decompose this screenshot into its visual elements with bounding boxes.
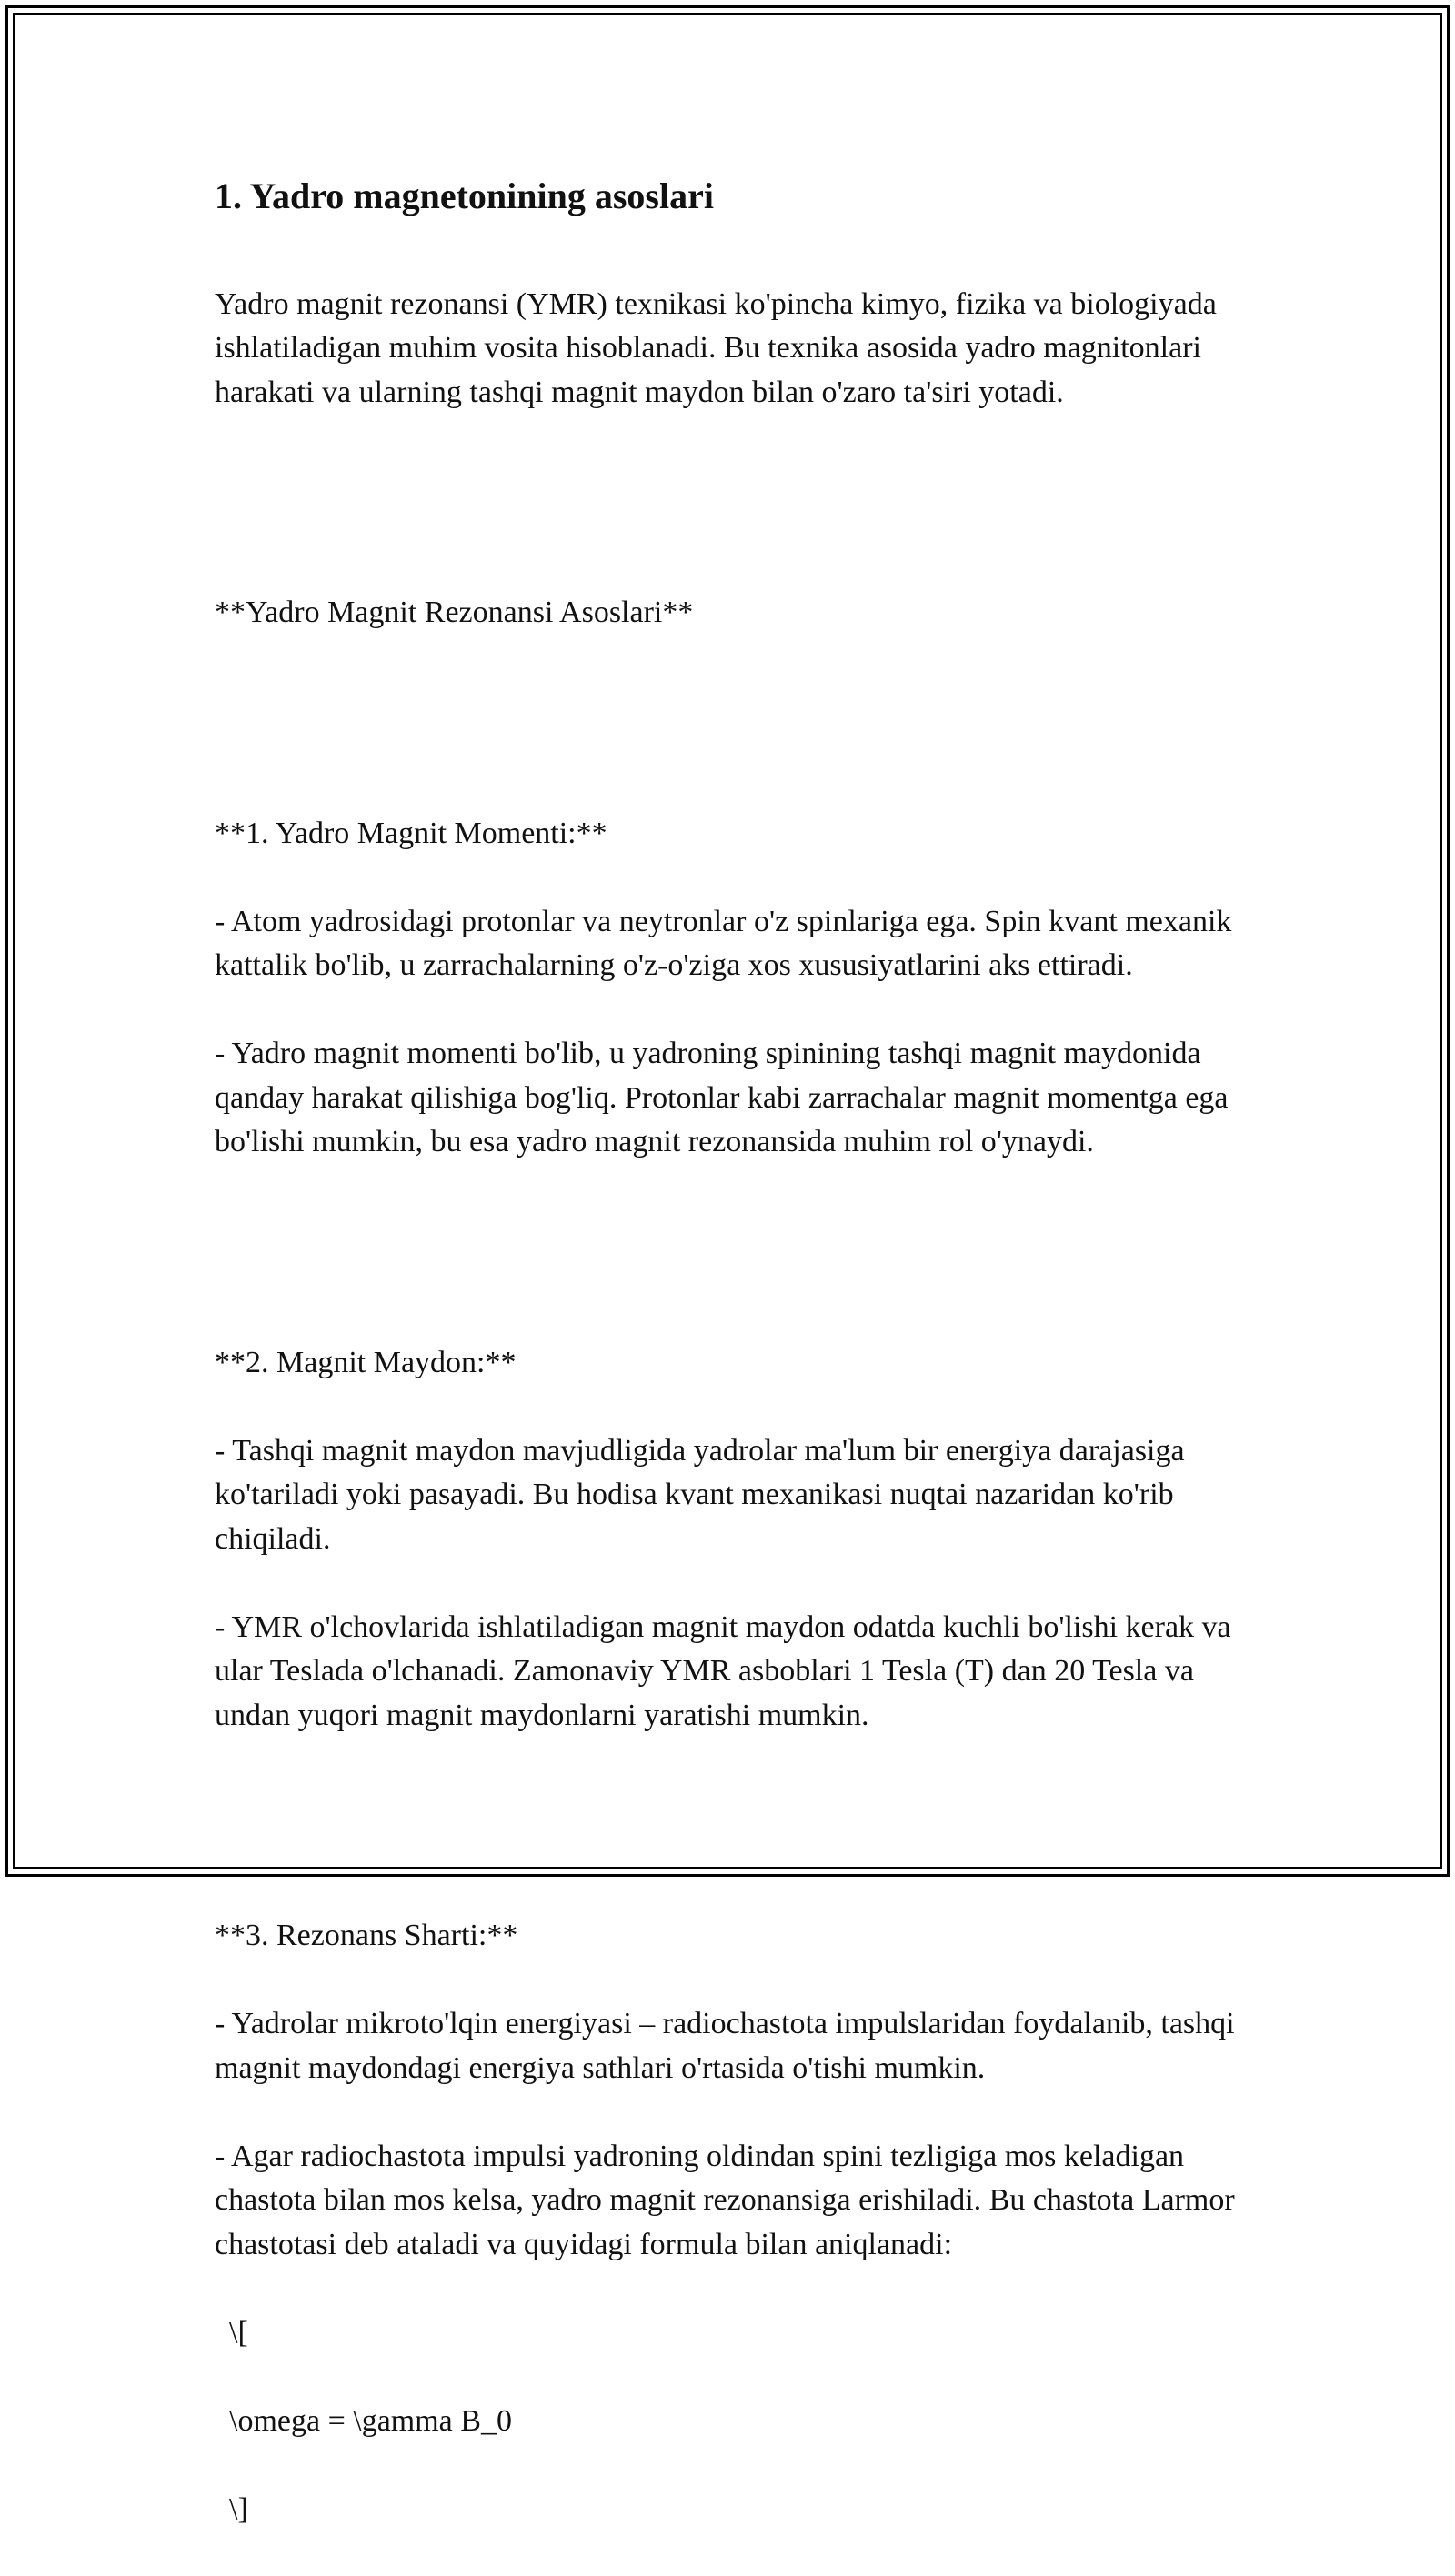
- main-heading: **Yadro Magnit Rezonansi Asoslari**: [215, 596, 694, 629]
- formula-close: \]: [229, 2491, 248, 2526]
- document-content: [215, 164, 1251, 2576]
- paragraph-gap: [215, 679, 1251, 724]
- section-2-item-2: - YMR o'lchovlarida ishlatiladigan magnit maydon odatda kuchli bo'lishi kerak va ular Teslada o'lchanadi. Zamonaviy YMR asboblari 1 Tesla (T) dan 20 Tesla va undan yuqori magnit maydonlarni yaratishi mumkin.: [215, 1609, 1231, 1732]
- formula-body: \omega = \gamma B_0: [229, 2403, 512, 2438]
- section-3-heading: **3. Rezonans Sharti:**: [215, 1919, 518, 1952]
- section-1-heading: **1. Yadro Magnit Momenti:**: [215, 816, 607, 850]
- section-2-heading: **2. Magnit Maydon:**: [215, 1345, 517, 1379]
- section-3-item-1: - Yadrolar mikroto'lqin energiyasi – radiochastota impulslaridan foydalanib, tashqi magnit maydondagi energiya sathlari o'rtasida o'tishi mumkin.: [215, 2007, 1235, 2085]
- section-1-item-2: - Yadro magnit momenti bo'lib, u yadroning spinining tashqi magnit maydonida qanday harakat qilishiga bog'liq. Protonlar kabi zarrachalar magnit momentga ega bo'lishi mumkin, bu esa yadro magnit rezonansida muhim rol o'ynaydi.: [215, 1037, 1229, 1158]
- section-1-item-1: - Atom yadrosidagi protonlar va neytronlar o'z spinlariga ega. Spin kvant mexanik kattalik bo'lib, u zarrachalarning o'z-o'ziga xos xususiyatlarini aks ettiradi.: [215, 904, 1232, 982]
- paragraph-gap: [215, 1208, 1251, 1253]
- paragraph-gap: [215, 1782, 1251, 1827]
- intro-paragraph: Yadro magnit rezonansi (YMR) texnikasi ko'pincha kimyo, fizika va biologiyada ishlatiladigan muhim vosita hisoblanadi. Bu texnika asosida yadro magnitonlari harakati va ularning tashqi magnit maydon bilan o'zaro ta'siri yotadi.: [215, 286, 1217, 409]
- section-2-item-1: - Tashqi magnit maydon mavjudligida yadrolar ma'lum bir energiya darajasiga ko'tariladi yoki pasayadi. Bu hodisa kvant mexanikasi nuqtai nazaridan ko'rib chiqiladi.: [215, 1433, 1185, 1556]
- formula-open: \[: [229, 2315, 248, 2350]
- section-3-item-2: - Agar radiochastota impulsi yadroning oldindan spini tezligiga mos keladigan chastota bilan mos kelsa, yadro magnit rezonansiga erishiladi. Bu chastota Larmor chastotasi deb ataladi va quyidagi formula bilan aniqlanadi:: [215, 2139, 1235, 2261]
- document-body: [215, 238, 1251, 2576]
- document-title: 1. Yadro magnetonining asoslari: [215, 175, 714, 216]
- paragraph-gap: [215, 459, 1251, 504]
